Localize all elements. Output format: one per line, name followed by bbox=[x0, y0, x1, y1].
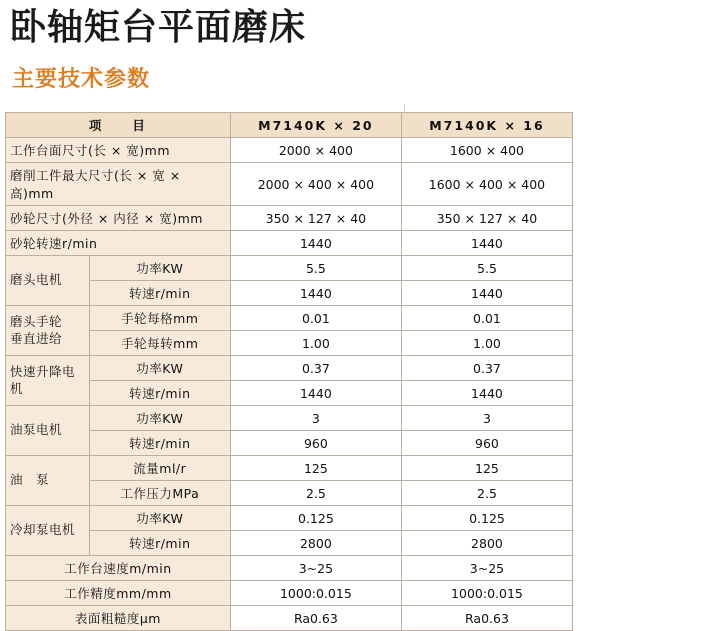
row-value: 1600 × 400 bbox=[401, 138, 572, 163]
column-header-model-2: M7140K × 16 bbox=[401, 113, 572, 138]
table-row bbox=[6, 356, 573, 381]
row-value: 1440 bbox=[401, 231, 572, 256]
table-header-row bbox=[6, 113, 573, 138]
row-group-label: 快速升降电机 bbox=[6, 356, 90, 406]
table-row bbox=[6, 231, 573, 256]
row-value: 0.01 bbox=[230, 306, 401, 331]
row-group-label: 磨头电机 bbox=[6, 256, 90, 306]
row-value: 2000 × 400 bbox=[230, 138, 401, 163]
row-label: 砂轮转速r/min bbox=[6, 231, 231, 256]
row-group-label-line2: 垂直进给 bbox=[10, 330, 63, 346]
row-sub-label: 功率KW bbox=[89, 256, 230, 281]
row-sub-label: 功率KW bbox=[89, 506, 230, 531]
row-group-label: 冷却泵电机 bbox=[6, 506, 90, 556]
row-value: 2000 × 400 × 400 bbox=[230, 163, 401, 206]
row-sub-label: 转速r/min bbox=[89, 381, 230, 406]
table-row bbox=[6, 606, 573, 631]
table-row bbox=[6, 406, 573, 431]
row-value: Ra0.63 bbox=[230, 606, 401, 631]
row-value: 1.00 bbox=[230, 331, 401, 356]
row-value: 2.5 bbox=[401, 481, 572, 506]
table-row bbox=[6, 256, 573, 281]
table-row bbox=[6, 431, 573, 456]
row-value: 3 bbox=[230, 406, 401, 431]
ruler-tick bbox=[404, 104, 405, 112]
row-group-label: 油 泵 bbox=[6, 456, 90, 506]
row-label: 工作精度mm/mm bbox=[6, 581, 231, 606]
table-row bbox=[6, 306, 573, 331]
row-label: 工作台面尺寸(长 × 宽)mm bbox=[6, 138, 231, 163]
row-value: 3~25 bbox=[230, 556, 401, 581]
row-group-label: 油泵电机 bbox=[6, 406, 90, 456]
table-row bbox=[6, 138, 573, 163]
row-value: 3 bbox=[401, 406, 572, 431]
row-value: 1440 bbox=[401, 381, 572, 406]
row-value: 1000:0.015 bbox=[401, 581, 572, 606]
row-value: 3~25 bbox=[401, 556, 572, 581]
row-sub-label: 功率KW bbox=[89, 406, 230, 431]
row-value: 960 bbox=[230, 431, 401, 456]
row-value: Ra0.63 bbox=[401, 606, 572, 631]
page-title: 卧轴矩台平面磨床 bbox=[10, 7, 307, 48]
row-label: 磨削工件最大尺寸(长 × 宽 × 高)mm bbox=[6, 163, 231, 206]
row-value: 1.00 bbox=[401, 331, 572, 356]
table-row bbox=[6, 163, 573, 206]
column-header-model-1: M7140K × 20 bbox=[230, 113, 401, 138]
row-value: 1440 bbox=[230, 381, 401, 406]
table-row bbox=[6, 556, 573, 581]
row-value: 2.5 bbox=[230, 481, 401, 506]
row-sub-label: 转速r/min bbox=[89, 281, 230, 306]
specifications-table bbox=[5, 112, 573, 631]
row-sub-label: 转速r/min bbox=[89, 431, 230, 456]
row-value: 1600 × 400 × 400 bbox=[401, 163, 572, 206]
row-value: 1440 bbox=[230, 281, 401, 306]
table-row bbox=[6, 456, 573, 481]
column-header-item: 项 目 bbox=[6, 113, 231, 138]
row-label: 工作台速度m/min bbox=[6, 556, 231, 581]
table-row bbox=[6, 206, 573, 231]
row-value: 1440 bbox=[401, 281, 572, 306]
row-value: 0.125 bbox=[401, 506, 572, 531]
table-row bbox=[6, 581, 573, 606]
table-row bbox=[6, 506, 573, 531]
row-value: 0.01 bbox=[401, 306, 572, 331]
table-row bbox=[6, 481, 573, 506]
row-sub-label: 功率KW bbox=[89, 356, 230, 381]
table-row bbox=[6, 531, 573, 556]
row-value: 960 bbox=[401, 431, 572, 456]
row-value: 350 × 127 × 40 bbox=[230, 206, 401, 231]
row-sub-label: 工作压力MPa bbox=[89, 481, 230, 506]
table-row bbox=[6, 281, 573, 306]
row-sub-label: 手轮每转mm bbox=[89, 331, 230, 356]
row-value: 125 bbox=[401, 456, 572, 481]
row-value: 2800 bbox=[401, 531, 572, 556]
row-label: 表面粗糙度μm bbox=[6, 606, 231, 631]
row-sub-label: 转速r/min bbox=[89, 531, 230, 556]
row-value: 1000:0.015 bbox=[230, 581, 401, 606]
row-value: 1440 bbox=[230, 231, 401, 256]
table-row bbox=[6, 381, 573, 406]
row-sub-label: 流量ml/r bbox=[89, 456, 230, 481]
row-label: 砂轮尺寸(外径 × 内径 × 宽)mm bbox=[6, 206, 231, 231]
row-value: 0.37 bbox=[401, 356, 572, 381]
row-value: 5.5 bbox=[230, 256, 401, 281]
row-value: 0.37 bbox=[230, 356, 401, 381]
row-value: 0.125 bbox=[230, 506, 401, 531]
row-group-label-line1: 磨头手轮 bbox=[10, 313, 63, 329]
page-subtitle: 主要技术参数 bbox=[12, 67, 151, 92]
row-group-label bbox=[6, 306, 90, 356]
row-value: 5.5 bbox=[401, 256, 572, 281]
row-sub-label: 手轮每格mm bbox=[89, 306, 230, 331]
row-value: 125 bbox=[230, 456, 401, 481]
row-value: 350 × 127 × 40 bbox=[401, 206, 572, 231]
row-value: 2800 bbox=[230, 531, 401, 556]
table-row bbox=[6, 331, 573, 356]
